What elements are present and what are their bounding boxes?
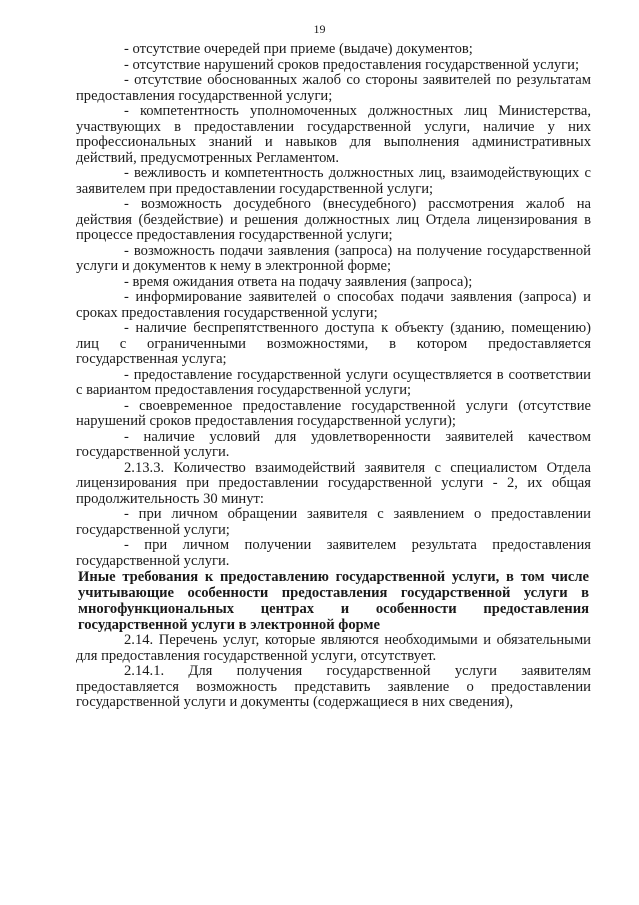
paragraph: - своевременное предоставление государственной услуги (отсутствие нарушений сроков предоставления государственной услуги);: [76, 397, 591, 429]
paragraph: 2.13.3. Количество взаимодействий заявителя с специалистом Отдела лицензирования при предоставлении государственной услуги - 2, их общая продолжительность 30 минут:: [76, 459, 591, 507]
section-heading: Иные требования к предоставлению государственной услуги, в том числе учитывающие особенности предоставления государственной услуги в многофункциональных центрах и особенности предоставления государственной услуги в электронной форме: [78, 569, 589, 633]
paragraph: - отсутствие нарушений сроков предоставления государственной услуги;: [124, 56, 580, 73]
paragraph: - наличие условий для удовлетворенности заявителей качеством государственной услуги.: [76, 428, 591, 460]
paragraph: 2.14. Перечень услуг, которые являются необходимыми и обязательными для предоставления государственной услуги, отсутствует.: [76, 632, 591, 664]
page-number: 19: [313, 22, 326, 36]
paragraph: - возможность подачи заявления (запроса) на получение государственной услуги и документов к нему в электронной форме;: [76, 242, 591, 274]
paragraph: - компетентность уполномоченных должностных лиц Министерства, участвующих в предоставлении государственной услуги, наличие у них профессиональных знаний и навыков для выполнения административных действий, предусмотренных Регламентом.: [76, 103, 591, 166]
paragraph: - возможность досудебного (внесудебного) рассмотрения жалоб на действия (бездействие) и решения должностных лиц Отдела лицензирования в процессе предоставления государственной услуги;: [76, 196, 591, 243]
paragraph: 2.14.1. Для получения государственной услуги заявителям предоставляется возможность представить заявление о предоставлении государственной услуги и документы (содержащиеся в них сведения),: [76, 663, 591, 710]
paragraph: - информирование заявителей о способах подачи заявления (запроса) и сроках предоставления государственной услуги;: [76, 289, 591, 321]
paragraph: - предоставление государственной услуги осуществляется в соответствии с вариантом предоставления государственной услуги;: [76, 366, 591, 398]
paragraph: - наличие беспрепятственного доступа к объекту (зданию, помещению) лиц с ограниченными возможностями, в котором предоставляется государственная услуга;: [76, 320, 591, 367]
paragraph: - отсутствие обоснованных жалоб со стороны заявителей по результатам предоставления государственной услуги;: [76, 72, 591, 104]
paragraph: - при личном обращении заявителя с заявлением о предоставлении государственной услуги;: [76, 506, 591, 538]
document-body: [76, 42, 591, 711]
paragraph: - при личном получении заявителем результата предоставления государственной услуги.: [76, 537, 591, 569]
paragraph: - время ожидания ответа на подачу заявления (запроса);: [124, 273, 473, 290]
paragraph: - отсутствие очередей при приеме (выдаче) документов;: [124, 41, 473, 57]
paragraph: - вежливость и компетентность должностных лиц, взаимодействующих с заявителем при предоставлении государственной услуги;: [76, 165, 591, 197]
